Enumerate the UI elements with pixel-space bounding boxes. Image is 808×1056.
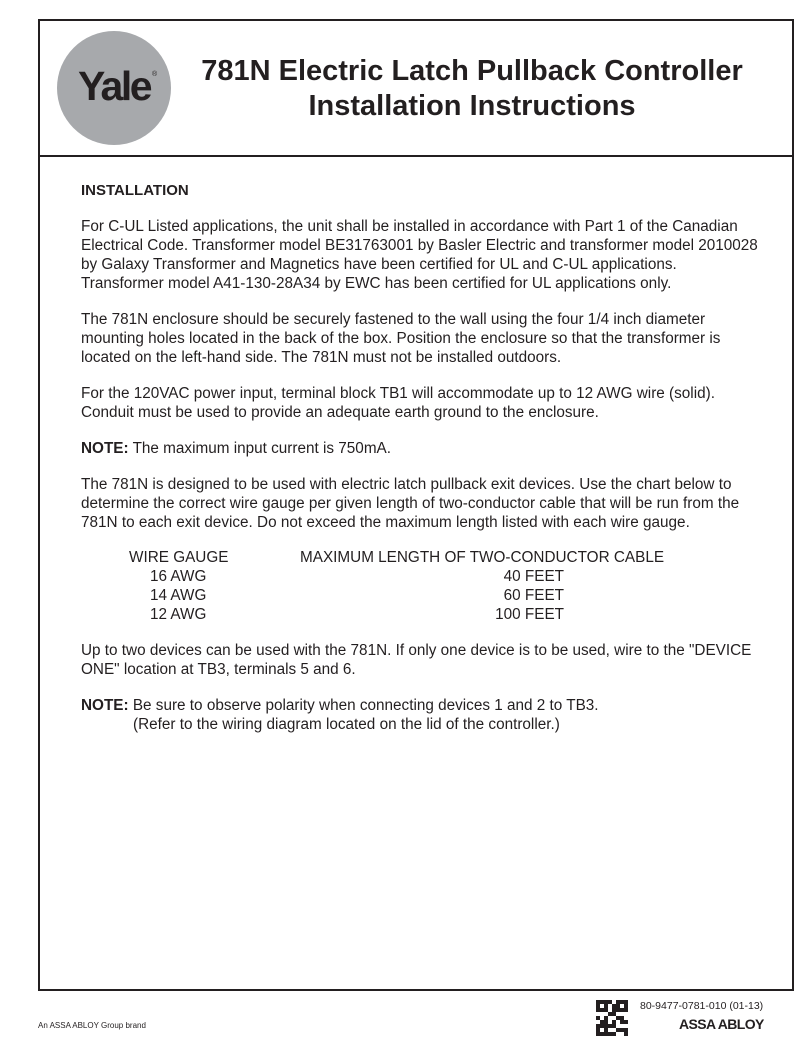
paragraph-device-count: Up to two devices can be used with the 781N. If only one device is to be used, wire to the "DEVICE ONE" location at TB3, terminals 5 and 6. [81,642,752,678]
paragraph-power-input: For the 120VAC power input, terminal block TB1 will accommodate up to 12 AWG wire (solid). Conduit must be used to provide an adequate earth ground to the enclosure. [81,385,715,421]
length-cell-wrap [300,567,664,586]
group-brand-line: An ASSA ABLOY Group brand [38,1021,146,1030]
yale-logo [57,31,171,145]
registered-mark: ® [152,71,158,78]
page-title [182,54,762,124]
gauge-cell: 14 AWG [150,587,207,604]
header-wire-gauge: WIRE GAUGE [129,549,229,566]
length-cell-wrap [300,586,664,605]
wire-gauge-table [81,548,664,624]
title-line-2: Installation Instructions [308,90,636,122]
header [40,21,792,157]
table-row [81,567,664,586]
length-cell-wrap [300,605,664,624]
table-header-row [81,548,664,567]
table-row [81,605,664,624]
note-label: NOTE: [81,697,129,714]
page-frame [38,19,794,991]
document-body [81,181,761,734]
title-line-1: 781N Electric Latch Pullback Controller [201,55,743,87]
paragraph-enclosure-mounting: The 781N enclosure should be securely fastened to the wall using the four 1/4 inch diameter mounting holes located in the back of the box. Position the enclosure so that the transformer is located on the left-hand side. The 781N must not be installed outdoors. [81,311,721,366]
length-cell: 40 FEET [503,568,564,585]
table-row [81,586,664,605]
note-text: Be sure to observe polarity when connecting devices 1 and 2 to TB3. [128,697,599,714]
length-cell: 100 FEET [495,606,564,623]
document-number: 80-9477-0781-010 (01-13) [640,1000,764,1012]
header-max-length: MAXIMUM LENGTH OF TWO-CONDUCTOR CABLE [300,549,665,566]
paragraph-wire-gauge: The 781N is designed to be used with electric latch pullback exit devices. Use the chart below to determine the correct wire gauge per given length of two-conductor cable that will be run from the 781N to each exit device. Do not exceed the maximum length listed with each wire gauge. [81,476,740,531]
qr-code-icon [596,1000,628,1036]
length-cell: 60 FEET [503,587,564,604]
section-heading: INSTALLATION [81,182,189,199]
gauge-cell: 16 AWG [150,568,207,585]
note-input-current [81,439,761,458]
assa-abloy-logo: ASSA ABLOY [679,1016,764,1032]
yale-logo-text: Yale [77,63,151,109]
note-polarity [81,696,761,715]
note-polarity-reference: (Refer to the wiring diagram located on the lid of the controller.) [133,716,560,733]
note-label: NOTE: [81,440,129,457]
note-text: The maximum input current is 750mA. [128,440,392,457]
gauge-cell: 12 AWG [150,606,207,623]
paragraph-cul-listing: For C-UL Listed applications, the unit shall be installed in accordance with Part 1 of the Canadian Electrical Code. Transformer model BE31763001 by Basler Electric and transformer model 2010028 by Galaxy Transformer and Magnetics have been certified for UL and C-UL applications. Transformer model A41-130-28A34 by EWC has been certified for UL applications only. [81,218,758,292]
